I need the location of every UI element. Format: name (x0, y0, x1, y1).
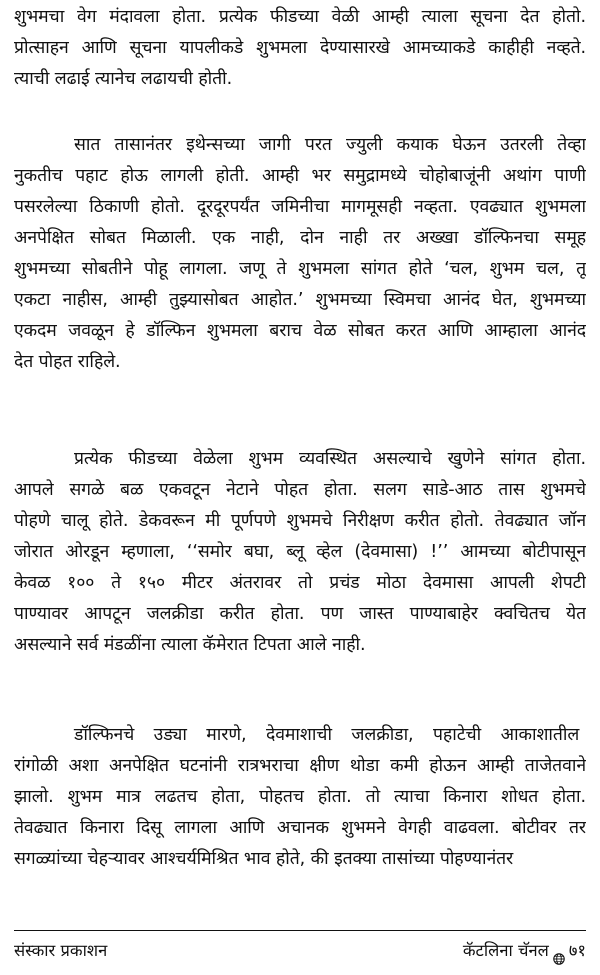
paragraph-1 (14, 2, 586, 95)
text-line: सगळ्यांच्या चेहऱ्यावर आश्चर्यमिश्रित भाव होते, की इतक्या तासांच्या पोहण्यानंतर (14, 849, 514, 869)
paragraph-4 (14, 720, 586, 875)
text-line: सात तासानंतर इथेन्सच्या जागी परत ज्युली कयाक घेऊन उतरली तेव्हा (74, 135, 586, 155)
text-line: प्रत्येक फीडच्या वेळेला शुभम व्यवस्थित असल्याचे खुणेने सांगत होता. (74, 449, 586, 469)
text-line: शुभमचा वेग मंदावला होता. प्रत्येक फीडच्या वेळी आम्ही त्याला सूचना देत होतो. (14, 7, 586, 27)
text-line: त्याची लढाई त्यानेच लढायची होती. (14, 69, 233, 89)
text-line: पाण्यावर आपटून जलक्रीडा करीत होता. पण जास्त पाण्याबाहेर क्वचितच येत (14, 604, 586, 624)
text-line: पसरलेल्या ठिकाणी होतो. दूरदूरपर्यंत जमिनीचा मागमूसही नव्हता. एवढ्यात शुभमला (14, 197, 586, 217)
text-line: झालो. शुभम मात्र लढतच होता, पोहतच होता. तो त्याचा किनारा शोधत होता. (14, 787, 586, 807)
text-line: नुकतीच पहाट होऊ लागली होती. आम्ही भर समुद्रामध्ये चोहोबाजूंनी अथांग पाणी (14, 166, 586, 186)
footer-divider (14, 930, 586, 931)
paragraph-3 (14, 444, 586, 661)
text-line: देत पोहत राहिले. (14, 352, 121, 372)
book-title: कॅटलिना चॅनल (462, 941, 549, 960)
text-line: शुभमच्या सोबतीने पोहू लागला. जणू ते शुभमला सांगत होते ‘चल, शुभम चल, तू (14, 259, 586, 279)
text-line: जोरात ओरडून म्हणाला, ‘‘समोर बघा, ब्लू व्हेल (देवमासा) !’’ आमच्या बोटीपासून (14, 542, 586, 562)
text-line: डॉल्फिनचे उड्या मारणे, देवमाशाची जलक्रीडा, पहाटेची आकाशातील (74, 725, 580, 745)
page-number: ७१ (568, 941, 586, 960)
text-line: केवळ १०० ते १५० मीटर अंतरावर तो प्रचंड मोठा देवमासा आपली शेपटी (14, 573, 586, 593)
text-line: अनपेक्षित सोबत मिळाली. एक नाही, दोन नाही तर अख्खा डॉल्फिनचा समूह (14, 228, 586, 248)
text-line: तेवढ्यात किनारा दिसू लागला आणि अचानक शुभमने वेगही वाढवला. बोटीवर तर (14, 818, 586, 838)
text-line: एकटा नाहीस, आम्ही तुझ्यासोबत आहोत.’ शुभमच्या स्विमचा आनंद घेत, शुभमच्या (14, 290, 586, 310)
text-line: पोहणे चालू होते. डेकवरून मी पूर्णपणे शुभमचे निरीक्षण करीत होतो. तेवढ्यात जॉन (14, 511, 586, 531)
text-line: एकदम जवळून हे डॉल्फिन शुभमला बराच वेळ सोबत करत आणि आम्हाला आनंद (14, 321, 586, 341)
text-line: प्रोत्साहन आणि सूचना यापलीकडे शुभमला देण्यासारखे आमच्याकडे काहीही नव्हते. (14, 38, 586, 58)
footer-right (463, 936, 586, 966)
paragraph-2 (14, 130, 586, 378)
page-footer (14, 936, 586, 966)
publisher-name: संस्कार प्रकाशन (14, 941, 108, 960)
text-line: असल्याने सर्व मंडळींना त्याला कॅमेरात टिपता आले नाही. (14, 635, 366, 655)
globe-icon (553, 945, 565, 957)
text-line: रांगोळी अशा अनपेक्षित घटनांनी रात्रभराचा क्षीण थोडा कमी होऊन आम्ही ताजेतवाने (14, 756, 586, 776)
text-line: आपले सगळे बळ एकवटून नेटाने पोहत होता. सलग साडे-आठ तास शुभमचे (14, 480, 586, 500)
